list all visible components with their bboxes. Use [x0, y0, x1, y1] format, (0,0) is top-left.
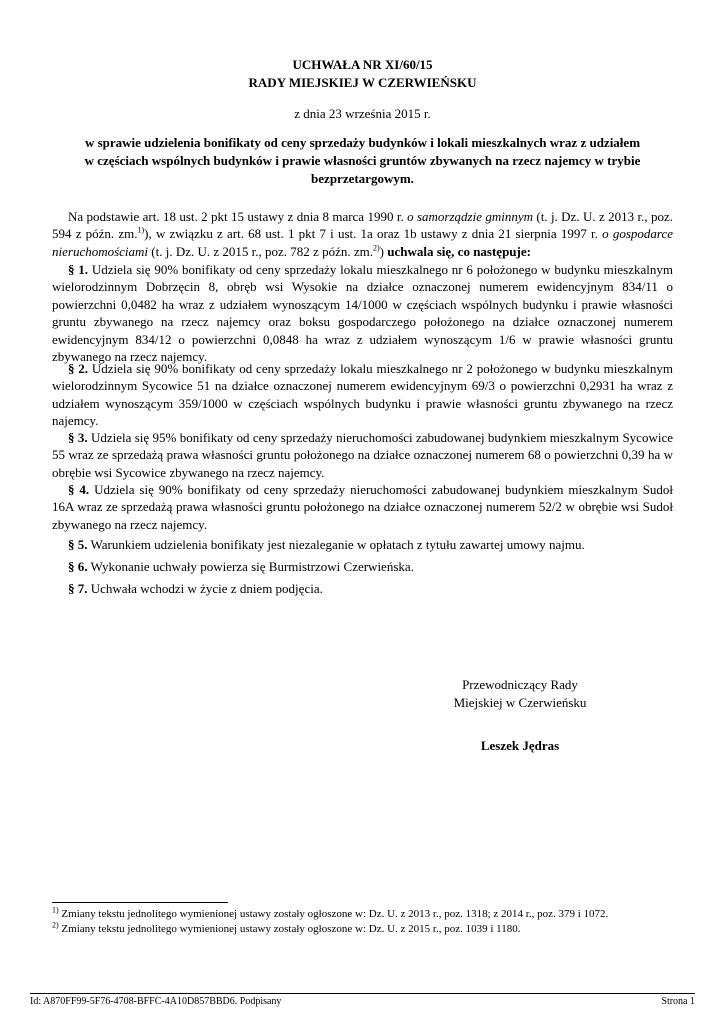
paragraph-1: § 1. Udziela się 90% bonifikaty od ceny sprzedaży lokalu mieszkalnego nr 6 położonego w budynku mieszkalnym wielorodzinnym Dobrzęcin 8, obręb wsi Wysokie na działce oznaczonej numerem ewidencyjnym 834/11 o powierzchni 0,0482 ha wraz z udziałem wynoszącym 14/1000 w częściach wspólnych budynku i prawie własności gruntu zbywanego na rzecz najemcy oraz boksu gospodarczego położonego na działce oznaczonej numerem ewidencyjnym 834/12 o powierzchni 0,0848 ha wraz z udziałem wynoszącym 1/6 w prawie własności gruntu zbywanego na rzecz najemcy.	[52, 262, 673, 365]
footnote-mark: 2)	[52, 920, 59, 930]
signatory-title: Przewodniczący Rady	[462, 677, 578, 692]
council-name: RADY MIEJSKIEJ W CZERWIEŃSKU	[248, 75, 477, 90]
resolution-date: z dnia 23 września 2015 r.	[294, 106, 431, 121]
signatory-name: Leszek Jędras	[480, 738, 560, 753]
signatory-title: Miejskiej w Czerwieńsku	[453, 695, 587, 710]
paragraph-number: § 4.	[68, 482, 90, 497]
signature-block	[420, 676, 620, 712]
paragraph-number: § 3.	[68, 430, 88, 445]
footnote-2: $^{2)}$ Zmiany tekstu jednolitego wymienionej ustawy zostały ogłoszone w: Dz. U. z 2015 r., poz. 1039 i 1180.	[52, 920, 521, 935]
paragraph-3: § 3. Udziela się 95% bonifikaty od ceny sprzedaży nieruchomości zabudowanej budynkiem mieszkalnym Sycowice 55 wraz ze sprzedażą prawa własności gruntu położonego na działce oznaczonej numerem 68 o powierzchni 0,39 ha w obrębie wsi Sycowice zbywanego na rzecz najemcy.	[52, 430, 673, 480]
subject-line: w częściach wspólnych budynków i prawie własności gruntów zbywanych na rzecz najemcy w trybie	[84, 153, 641, 168]
paragraph-number: § 7.	[68, 581, 88, 596]
page-number: Strona 1	[661, 996, 695, 1007]
paragraph-7: § 7. Uchwała wchodzi w życie z dniem podjęcia.	[68, 581, 323, 596]
resolution-subject	[60, 134, 665, 188]
enactment-clause: uchwala się, co następuje:	[387, 243, 531, 259]
paragraph-2: § 2. Udziela się 90% bonifikaty od ceny sprzedaży lokalu mieszkalnego nr 2 położonego w budynku mieszkalnym wielorodzinnym Sycowice 51 na działce oznaczonej numerem ewidencyjnym 69/3 o powierzchni 0,2931 ha wraz z udziałem wynoszącym 359/1000 w częściach wspólnych budynku i prawie własności gruntu zbywanego na rzecz najemcy.	[52, 361, 673, 429]
paragraph-4: § 4. Udziela się 90% bonifikaty od ceny sprzedaży nieruchomości zabudowanej budynkiem mieszkalnym Sudoł 16A wraz ze sprzedażą prawa własności gruntu położonego na działce oznaczonej numerem 52/2 w obrębie wsi Sudoł zbywanego na rzecz najemcy.	[52, 482, 674, 532]
law-title-italic: o samorządzie gminnym	[407, 209, 533, 224]
paragraph-number: § 6.	[68, 559, 88, 574]
paragraph-number: § 1.	[68, 262, 89, 277]
preamble: Na podstawie art. 18 ust. 2 pkt 15 ustawy z dnia 8 marca 1990 r. o samorządzie gminnym (t. j. Dz. U. z 2013 r., poz. 594 z późn. zm.$^{1)}$), w związku z art. 68 ust. 1 pkt 7 i ust. 1a oraz 1b ustawy z dnia 21 sierpnia 1997 r. o gospodarce nieruchomościami (t. j. Dz. U. z 2015 r., poz. 782 z późn. zm.$^{2)}$) uchwala się, co następuje:	[52, 209, 673, 259]
paragraph-number: § 2.	[68, 361, 89, 376]
law-title-italic: o gospodarce nieruchomościami	[52, 226, 673, 259]
document-id: Id: A870FF99-5F76-4708-BFFC-4A10D857BBD6. Podpisany	[30, 996, 282, 1007]
footnote-mark: 1)	[52, 905, 59, 915]
subject-line: bezprzetargowym.	[311, 171, 414, 186]
paragraph-6: § 6. Wykonanie uchwały powierza się Burmistrzowi Czerwieńska.	[68, 559, 414, 574]
footnote-ref: 2)	[372, 243, 380, 253]
paragraph-5: § 5. Warunkiem udzielenia bonifikaty jest niezaleganie w opłatach z tytułu zawartej umowy najmu.	[68, 537, 585, 552]
paragraph-number: § 5.	[68, 537, 88, 552]
footnote-1: $^{1)}$ Zmiany tekstu jednolitego wymienionej ustawy zostały ogłoszone w: Dz. U. z 2013 r., poz. 1318; z 2014 r., poz. 379 i 1072.	[52, 905, 609, 920]
footer-divider	[30, 993, 695, 994]
resolution-number: UCHWAŁA NR XI/60/15	[292, 57, 433, 72]
footnote-divider	[52, 902, 228, 903]
footnote-ref: 1)	[137, 226, 145, 236]
subject-line: w sprawie udzielenia bonifikaty od ceny sprzedaży budynków i lokali mieszkalnych wraz z udziałem	[84, 135, 641, 150]
